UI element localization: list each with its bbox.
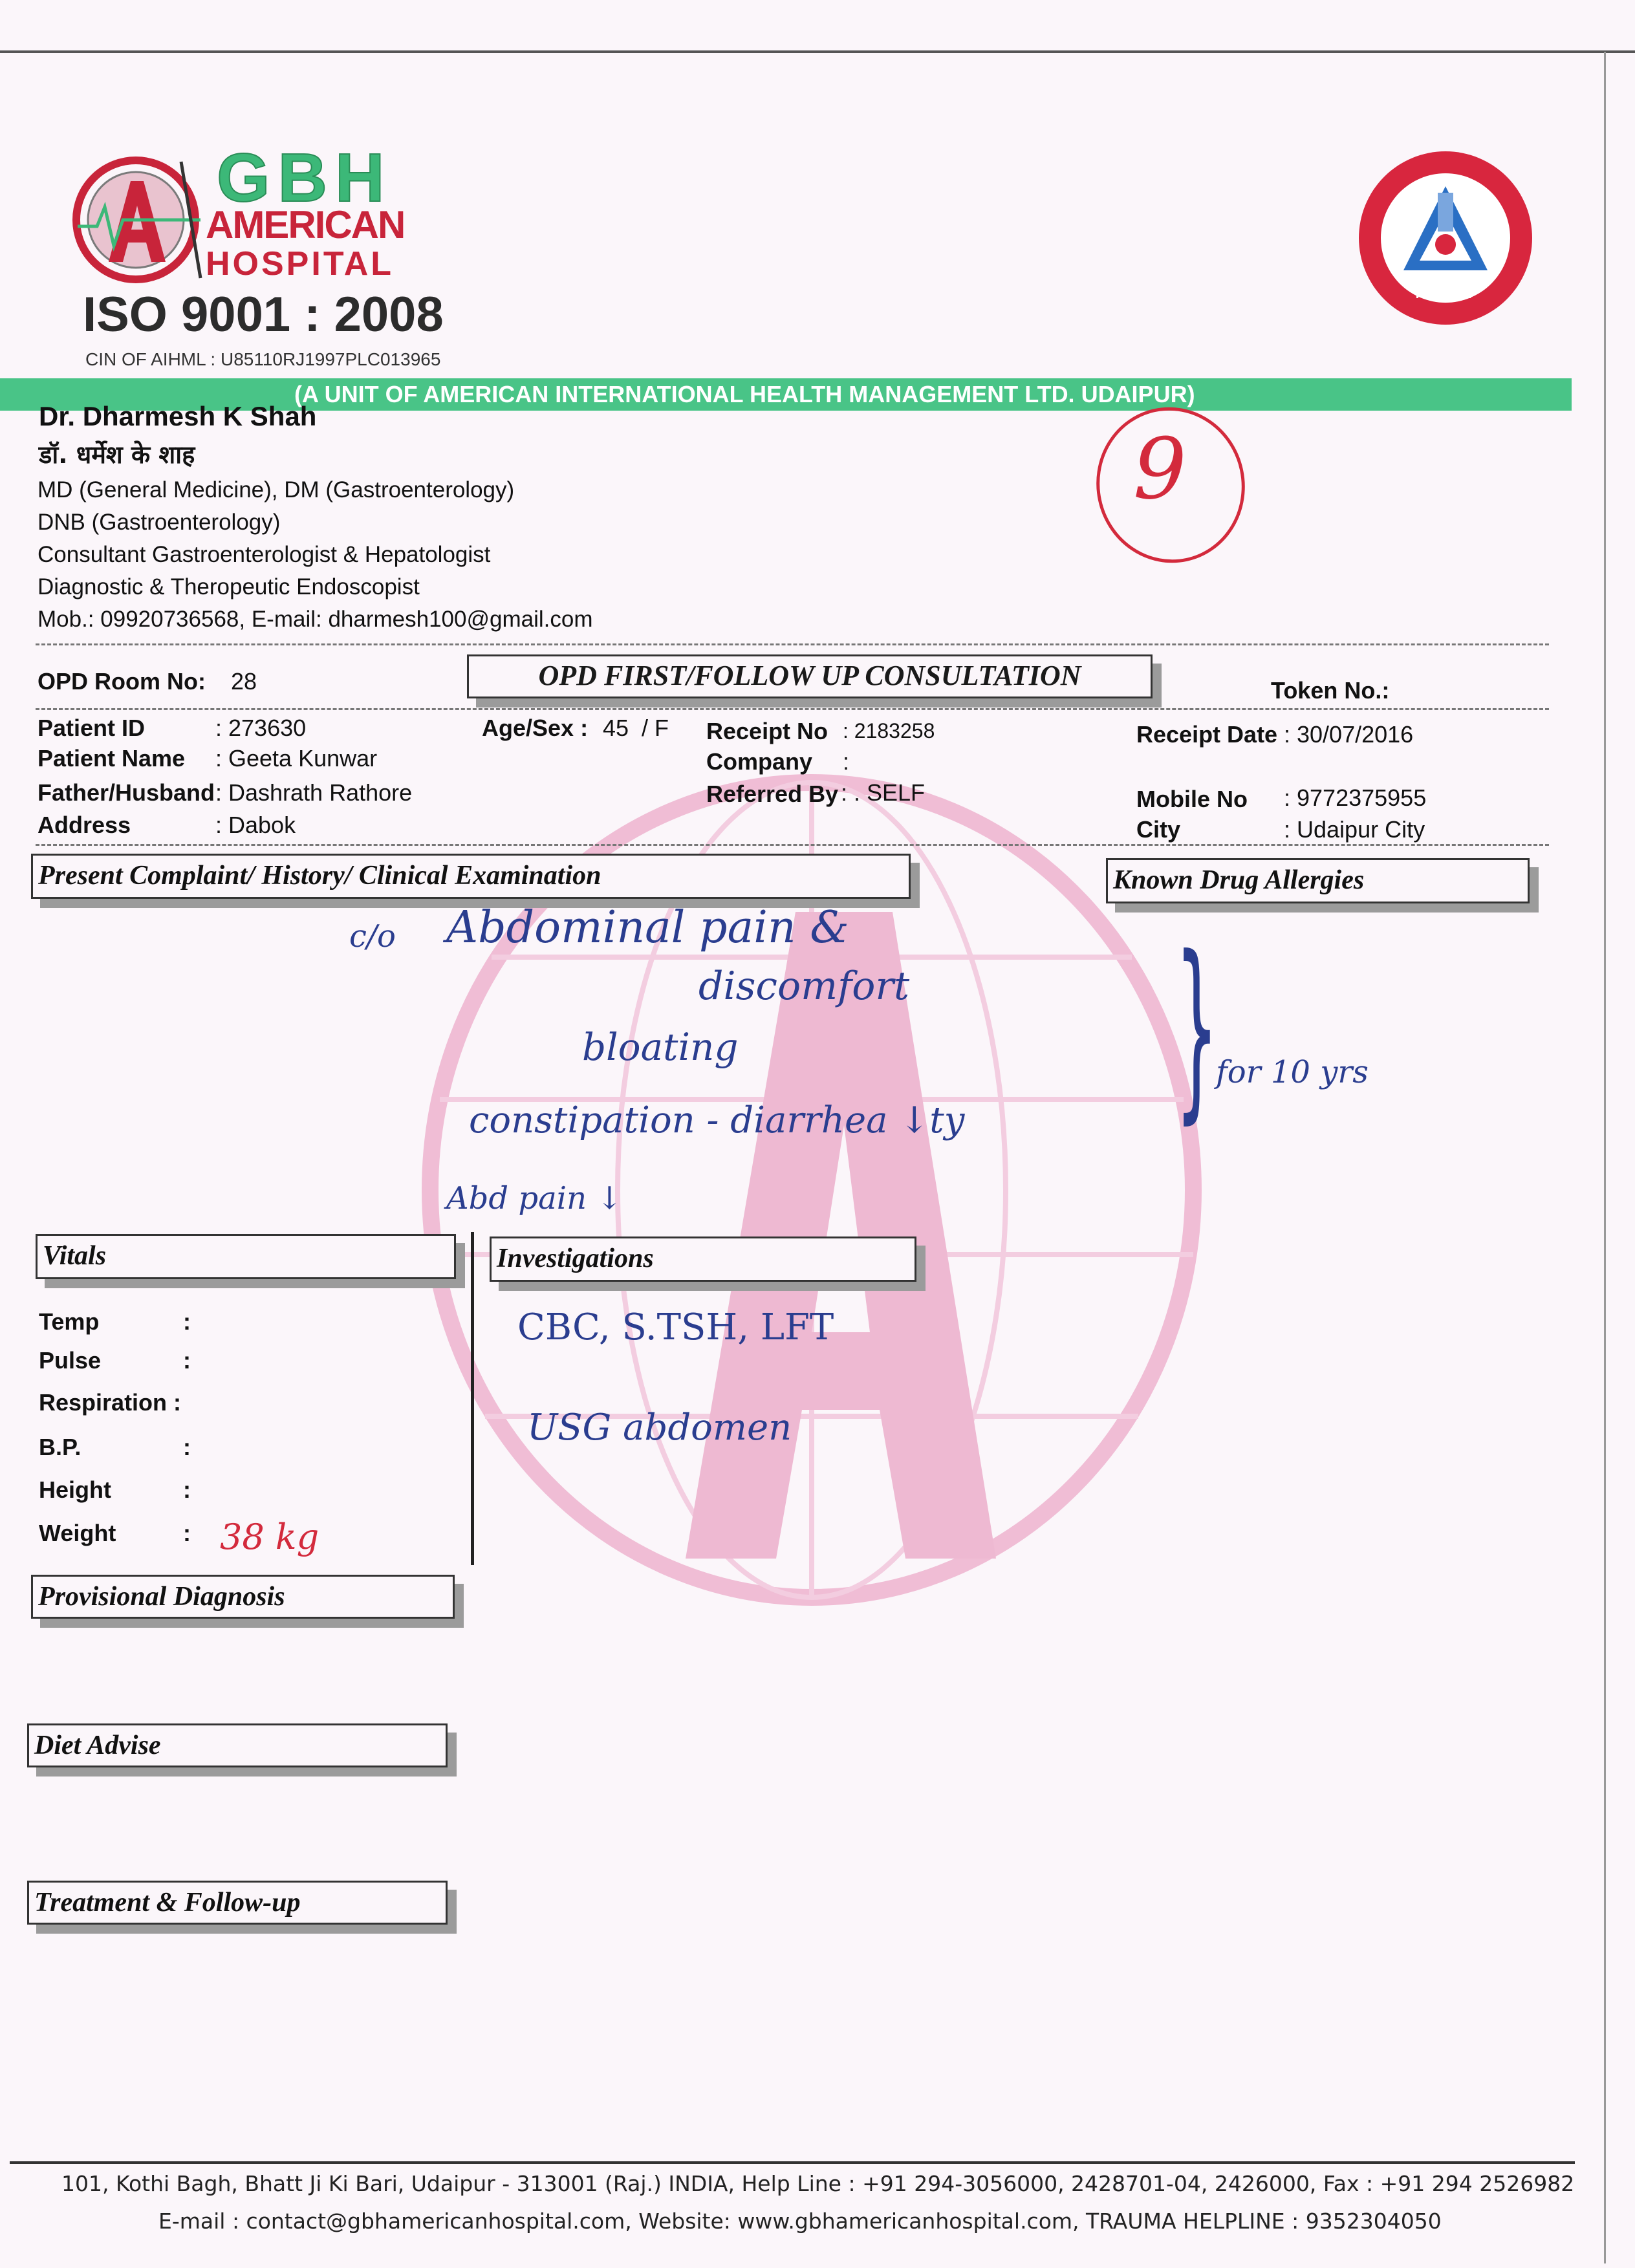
vital-weight-label: Weight [39, 1520, 116, 1546]
referred-by-label: Referred By [706, 781, 839, 807]
patient-id-value: : 273630 [215, 715, 307, 741]
doctor-name-hindi: डॉ. धर्मेश के शाह [39, 440, 195, 469]
footer-contact: E-mail : contact@gbhamericanhospital.com, Website: www.gbhamericanhospital.com, TRAUMA HELPLINE : 9352304050 [158, 2209, 1442, 2234]
divider-3 [36, 844, 1549, 846]
doctor-name: Dr. Dharmesh K Shah [39, 401, 317, 431]
handwriting-co: c/o [349, 918, 396, 955]
treatment-section-header: Treatment & Follow-up [27, 1881, 448, 1925]
company-label: Company [706, 748, 813, 775]
patient-name-label: Patient Name [38, 745, 186, 772]
vital-respiration-label: Respiration : [39, 1389, 182, 1416]
bracket-mark: } [1175, 915, 1218, 1141]
handwriting-complaint-4: constipation - diarrhea ↓ty [469, 1099, 965, 1141]
page-top-edge [0, 50, 1635, 53]
handwriting-complaint-1: Abdominal pain & [446, 902, 849, 953]
logo-gbh-text: GBH [217, 140, 393, 216]
iso-certification: ISO 9001 : 2008 [83, 287, 444, 342]
annotation-circle-number: 9 [1133, 420, 1187, 518]
patient-name-value: : Geeta Kunwar [215, 745, 378, 772]
doctor-qualification-2: DNB (Gastroenterology) [38, 510, 281, 535]
unit-banner-text: (A UNIT OF AMERICAN INTERNATIONAL HEALTH MANAGEMENT LTD. UDAIPUR) [294, 381, 1195, 407]
vital-bp-colon: : [183, 1434, 191, 1460]
logo-american-text: AMERICAN [206, 203, 405, 246]
logo-hospital-text: HOSPITAL [206, 245, 395, 283]
cin-number: CIN OF AIHML : U85110RJ1997PLC013965 [85, 349, 441, 369]
footer-rule [10, 2161, 1575, 2164]
address-value: : Dabok [215, 812, 296, 838]
vital-pulse-colon: : [183, 1347, 191, 1374]
city-label: City [1136, 816, 1181, 843]
company-value: : [843, 748, 850, 775]
handwriting-duration: for 10 yrs [1216, 1054, 1369, 1090]
vital-temp-label: Temp [39, 1308, 100, 1335]
receipt-date-label: Receipt Date [1136, 721, 1278, 748]
vital-height-label: Height [39, 1476, 111, 1503]
complaint-section-header: Present Complaint/ History/ Clinical Examination [31, 854, 911, 899]
opd-title: OPD FIRST/FOLLOW UP CONSULTATION [538, 660, 1081, 691]
handwriting-investigation-1: CBC, S.TSH, LFT [517, 1306, 834, 1348]
doctor-qualification-1: MD (General Medicine), DM (Gastroenterology) [38, 477, 515, 502]
handwriting-complaint-2: discomfort [698, 964, 910, 1009]
token-label: Token No.: [1271, 677, 1390, 704]
handwriting-complaint-3: bloating [582, 1025, 739, 1069]
patient-id-label: Patient ID [38, 715, 146, 741]
receipt-date-value: : 30/07/2016 [1284, 721, 1414, 748]
father-husband-value: : Dashrath Rathore [215, 779, 413, 806]
vital-pulse-label: Pulse [39, 1347, 102, 1374]
vitals-divider-line [471, 1232, 474, 1565]
nabh-label: NABH [1415, 285, 1476, 302]
address-label: Address [38, 812, 131, 838]
handwriting-investigation-2: USG abdomen [527, 1407, 792, 1449]
father-husband-label: Father/Husband [38, 779, 215, 806]
age-sex-value: 45 / F [603, 715, 669, 741]
doctor-contact: Mob.: 09920736568, E-mail: dharmesh100@gmail.com [38, 607, 593, 632]
vital-weight-colon: : [183, 1520, 191, 1546]
allergies-section-header: Known Drug Allergies [1106, 858, 1530, 903]
receipt-no-label: Receipt No [706, 718, 828, 744]
opd-room-value: 28 [231, 668, 257, 695]
investigations-section-header: Investigations [490, 1237, 916, 1282]
vital-height-colon: : [183, 1476, 191, 1503]
referred-by-value: : . SELF [841, 779, 926, 806]
mobile-value: : 9772375955 [1284, 784, 1427, 811]
age-sex-label: Age/Sex : [482, 715, 589, 741]
opd-room-label: OPD Room No: [38, 668, 206, 695]
diagnosis-section-header: Provisional Diagnosis [31, 1575, 455, 1619]
divider-2 [36, 708, 1549, 710]
divider-1 [36, 643, 1549, 645]
handwriting-weight: 38 kg [220, 1517, 319, 1557]
city-value: : Udaipur City [1284, 816, 1425, 843]
vitals-section-header: Vitals [36, 1234, 456, 1279]
mobile-label: Mobile No [1136, 786, 1248, 812]
footer-address: 101, Kothi Bagh, Bhatt Ji Ki Bari, Udaipur - 313001 (Raj.) INDIA, Help Line : +91 294-3056000, 2428701-04, 2426000, Fax : +91 294 2526982 [61, 2171, 1575, 2196]
handwriting-complaint-5: Abd pain ↓ [446, 1180, 623, 1216]
receipt-no-value: : 2183258 [843, 719, 935, 742]
vital-bp-label: B.P. [39, 1434, 81, 1460]
vital-temp-colon: : [183, 1308, 191, 1335]
page-right-edge [1604, 52, 1606, 2263]
doctor-role-2: Diagnostic & Theropeutic Endoscopist [38, 574, 420, 599]
diet-section-header: Diet Advise [27, 1723, 448, 1767]
doctor-role-1: Consultant Gastroenterologist & Hepatologist [38, 542, 491, 567]
